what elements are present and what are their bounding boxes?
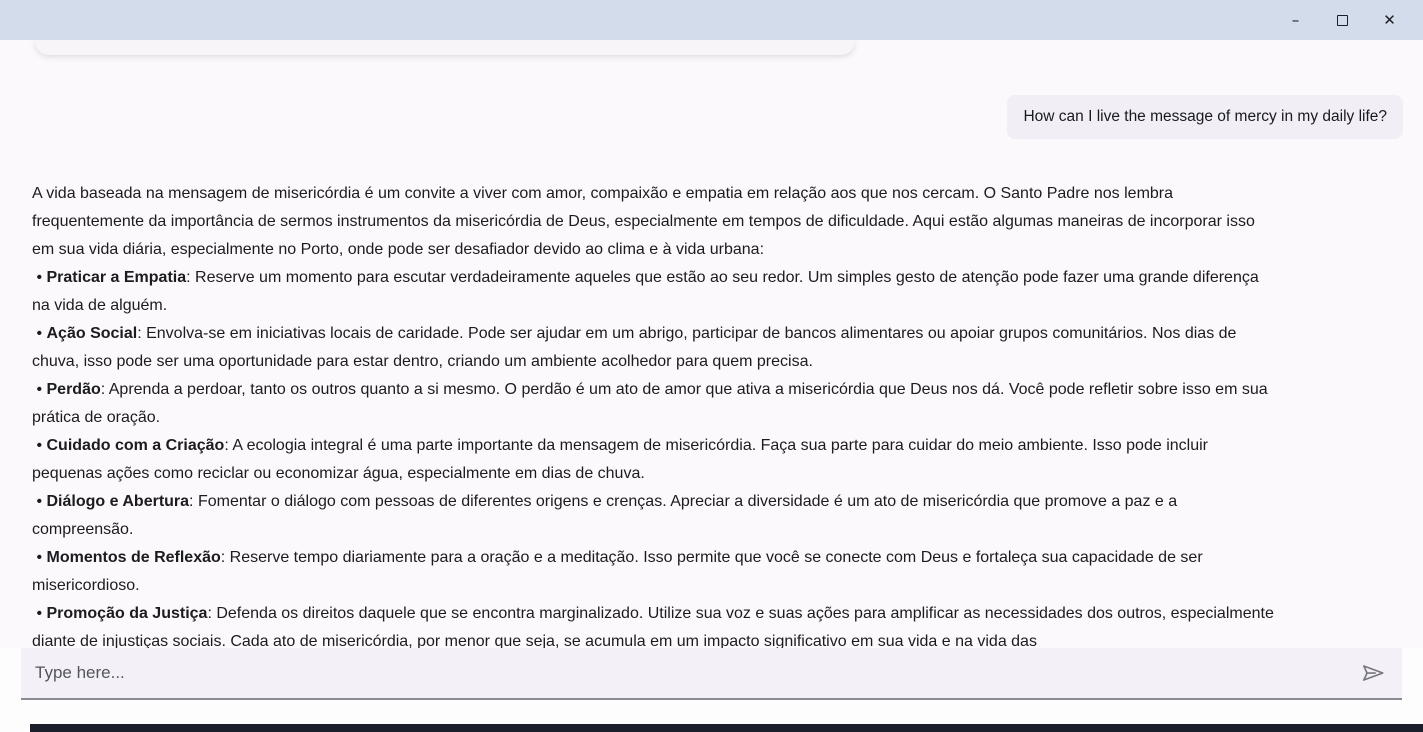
close-button[interactable] — [1366, 0, 1413, 40]
bullet-term: Praticar a Empatia — [46, 269, 187, 286]
minimize-icon: – — [1291, 11, 1300, 29]
bullet-text: : Envolva-se em iniciativas locais de caridade. Pode ser ajudar em um abrigo, participar de bancos alimentares ou apoiar grupos comunitários. Nos dias de chuva, isso pode ser uma oportunidade para estar dentro, criando um ambiente acolhedor para quem precisa. — [32, 325, 1237, 370]
maximize-button[interactable] — [1319, 0, 1366, 40]
send-button[interactable] — [1352, 652, 1394, 694]
user-message-bubble — [1007, 95, 1403, 139]
bullet-item — [32, 320, 1275, 376]
bullet-item — [32, 488, 1275, 544]
bullet-term: Cuidado com a Criação — [46, 437, 225, 454]
bullet-term: Promoção da Justiça — [46, 605, 208, 622]
close-icon: ✕ — [1383, 11, 1396, 29]
bullet-text: : A ecologia integral é uma parte importante da mensagem de misericórdia. Faça sua parte para cuidar do meio ambiente. Isso pode incluir pequenas ações como reciclar ou economizar água, especialmente em dias de chuva. — [32, 437, 1208, 482]
bullet-text: : Reserve um momento para escutar verdadeiramente aqueles que estão ao seu redor. Um simples gesto de atenção pode fazer uma grande diferença na vida de alguém. — [32, 269, 1259, 314]
user-message-row — [1007, 95, 1403, 139]
message-input[interactable] — [35, 663, 1352, 683]
assistant-intro: A vida baseada na mensagem de misericórdia é um convite a viver com amor, compaixão e empatia em relação aos que nos cercam. O Santo Padre nos lembra frequentemente da importância de sermos instrumentos da misericórdia de Deus, especialmente em tempos de dificuldade. Aqui estão algumas maneiras de incorporar isso em sua vida diária, especialmente no Porto, onde pode ser desafiador devido ao clima e à vida urbana: — [32, 185, 1255, 258]
bullet-item — [32, 264, 1275, 320]
maximize-icon — [1337, 15, 1348, 26]
bullet-text: : Aprenda a perdoar, tanto os outros quanto a si mesmo. O perdão é um ato de amor que ativa a misericórdia que Deus nos dá. Você pode refletir sobre isso em sua prática de oração. — [32, 381, 1268, 426]
bullet-term: Momentos de Reflexão — [46, 549, 221, 566]
bullet-term: Perdão — [46, 381, 101, 398]
chat-scroll-area[interactable] — [0, 40, 1423, 648]
bullet-marker: • — [32, 493, 47, 510]
bullet-term: Diálogo e Abertura — [46, 493, 190, 510]
composer-bar — [21, 648, 1402, 700]
bullet-item — [32, 432, 1275, 488]
bullet-text: : Reserve tempo diariamente para a oração e a meditação. Isso permite que você se conecte com Deus e fortaleça sua capacidade de ser misericordioso. — [32, 549, 1203, 594]
assistant-message — [32, 180, 1275, 648]
user-message-text: How can I live the message of mercy in my daily life? — [1023, 108, 1387, 125]
bullet-text: : Fomentar o diálogo com pessoas de diferentes origens e crenças. Apreciar a diversidade é um ato de misericórdia que promove a paz e a compreensão. — [32, 493, 1178, 538]
bullet-marker: • — [32, 325, 47, 342]
previous-message-bubble — [35, 40, 855, 55]
bullet-marker: • — [32, 269, 47, 286]
bullet-text: : Defenda os direitos daquele que se encontra marginalizado. Utilize sua voz e suas ações para amplificar as necessidades dos outros, especialmente diante de injustiças sociais. Cada ato de misericórdia, por menor que seja, se acumula em um impacto significativo em sua vida e na vida das — [32, 605, 1274, 648]
bullet-marker: • — [32, 381, 47, 398]
bullet-item — [32, 600, 1275, 648]
minimize-button[interactable] — [1272, 0, 1319, 40]
window-titlebar — [0, 0, 1423, 40]
send-icon — [1360, 660, 1386, 686]
bullet-marker: • — [32, 549, 47, 566]
bullet-marker: • — [32, 605, 47, 622]
bullet-item — [32, 544, 1275, 600]
window-footer-strip — [30, 724, 1423, 732]
bullet-item — [32, 376, 1275, 432]
bullet-marker: • — [32, 437, 47, 454]
bullet-term: Ação Social — [46, 325, 138, 342]
